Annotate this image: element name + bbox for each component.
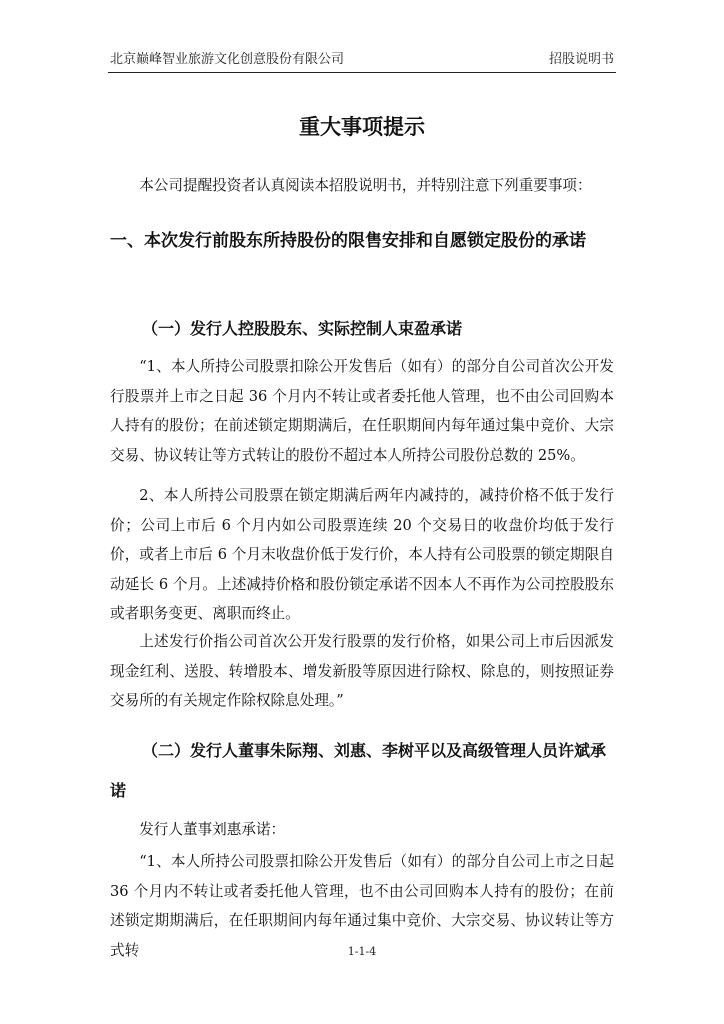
subsection-1-paragraph-2: 2、本人所持公司股票在锁定期满后两年内减持的，减持价格不低于发行价；公司上市后 6 个月内如公司股票连续 20 个交易日的收盘价均低于发行价，或者上市后 6 个月末收盘价低于发行价，本人持有公司股票的锁定期限自动延长 6 个月。上述减持价格和股份锁定承诺不因本人不再作为公司控股股东或者职务变更、离职而终止。 [110,487,614,622]
intro-paragraph: 本公司提醒投资者认真阅读本招股说明书，并特别注意下列重要事项： [139,177,592,194]
subsection-2-paragraph-1: “1、本人所持公司股票扣除公开发售后（如有）的部分自公司上市之日起 36 个月内不转让或者委托他人管理，也不由公司回购本人持有的股份；在前述锁定期期满后，在任职期间内每年通过集中竞价、大宗交易、协议转让等方式转 [110,853,614,959]
page-title: 重大事项提示 [299,115,425,139]
page-header [108,50,616,73]
subsection-1-paragraph-3: 上述发行价指公司首次公开发行股票的发行价格，如果公司上市后因派发现金红利、送股、转增股本、增发新股等原因进行除权、除息的，则按照证券交易所的有关规定作除权除息处理。” [110,633,614,709]
page-number: 1-1-4 [347,945,377,958]
subsection-1-heading: （一）发行人控股股东、实际控制人束盈承诺 [142,319,463,338]
header-company-name: 北京巅峰智业旅游文化创意股份有限公司 [110,52,345,67]
subsection-2-intro: 发行人董事刘惠承诺： [139,821,286,838]
subsection-1-paragraph-1: “1、本人所持公司股票扣除公开发售后（如有）的部分自公司首次公开发行股票并上市之日起 36 个月内不转让或者委托他人管理，也不由公司回购本人持有的股份；在前述锁定期期满后，在任职期间内每年通过集中竞价、大宗交易、协议转让等方式转让的股份不超过本人所持公司股份总数的 25%。 [110,358,614,464]
subsection-2-heading: （二）发行人董事朱际翔、刘惠、李树平以及高级管理人员许斌承诺 [110,741,607,800]
header-document-type: 招股说明书 [548,52,614,67]
section-1-heading: 一、本次发行前股东所持股份的限售安排和自愿锁定股份的承诺 [110,231,586,251]
